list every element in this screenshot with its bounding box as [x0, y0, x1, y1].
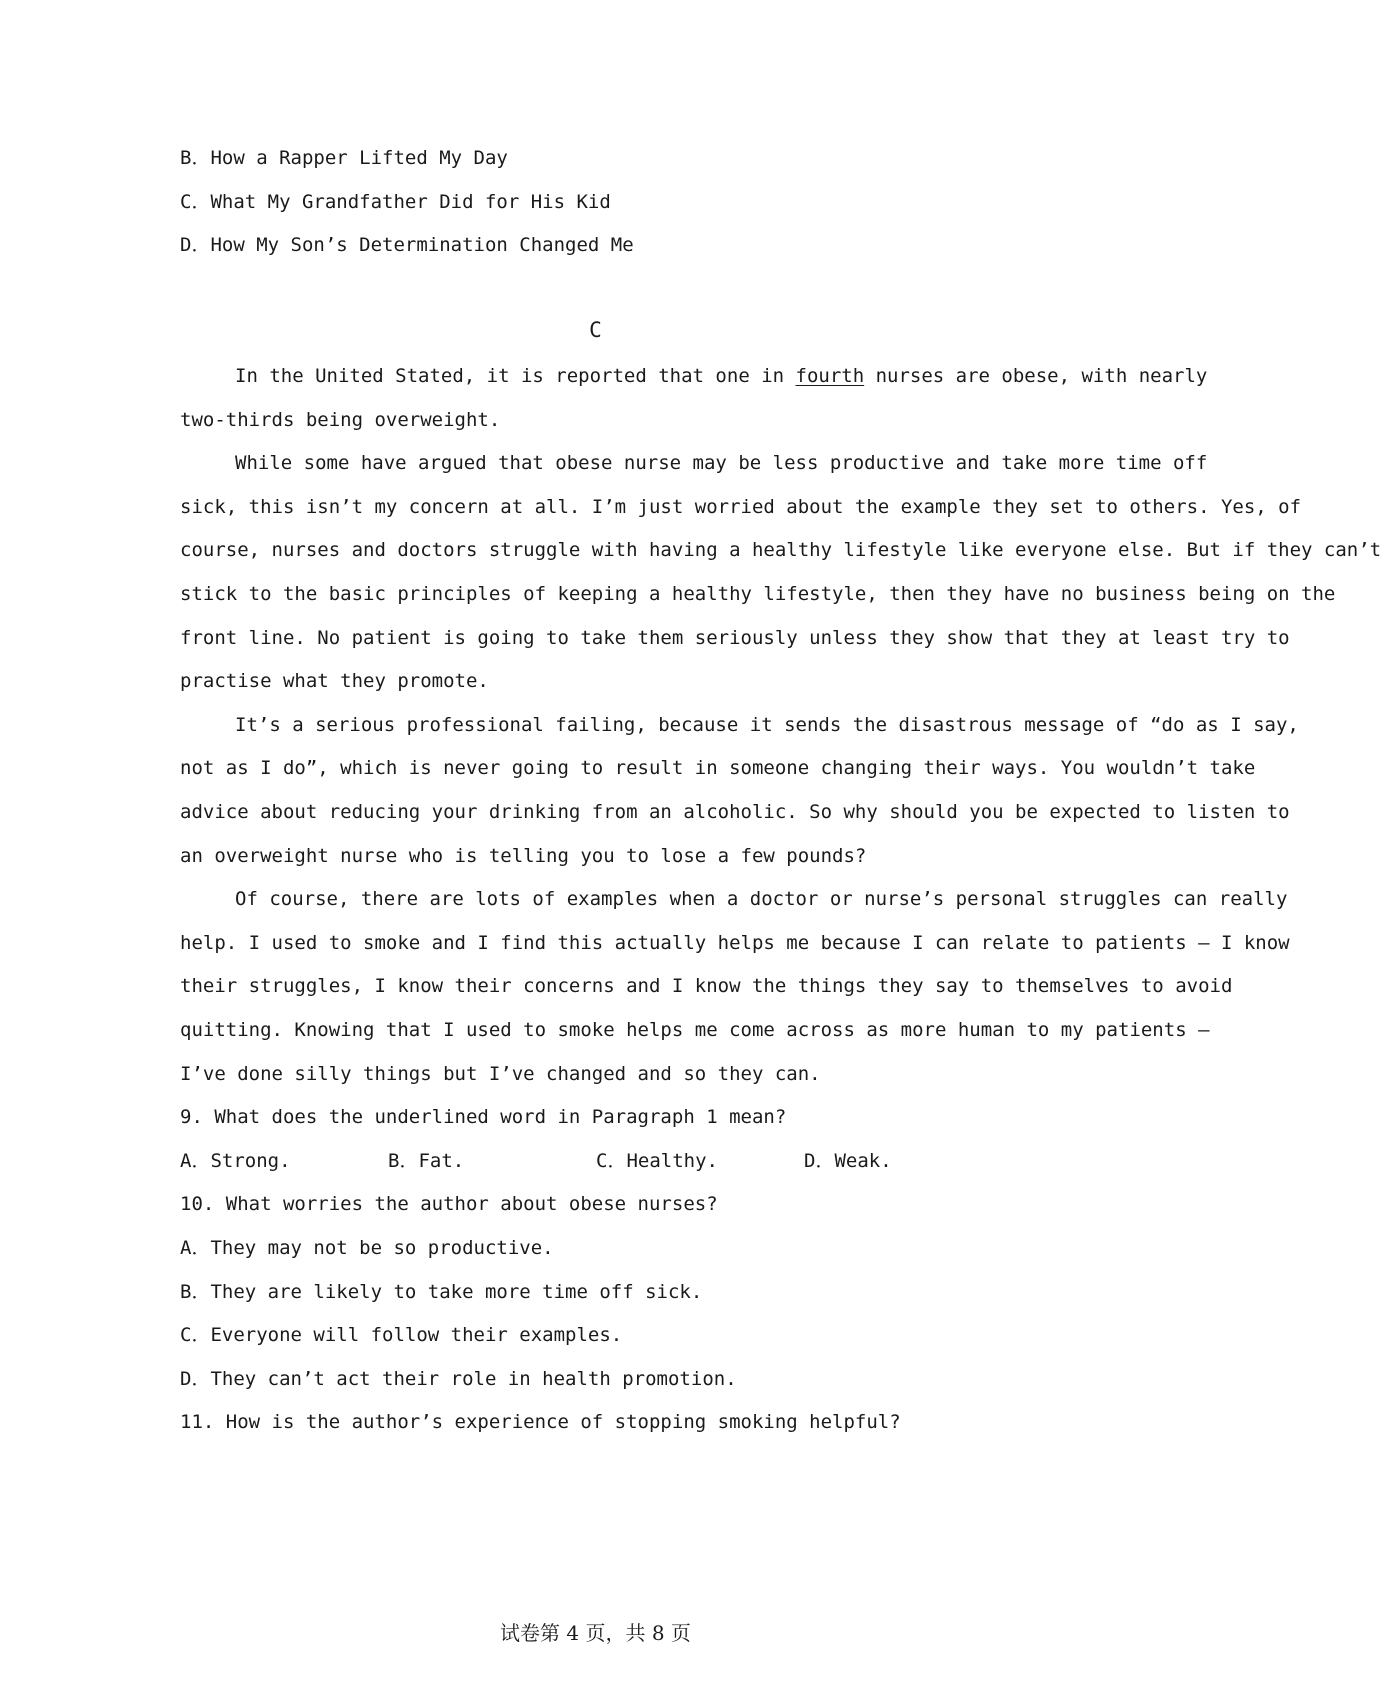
passage-p3-line1: It’s a serious professional failing, because it sends the disastrous message of “do as I say,: [235, 714, 1299, 736]
question-9-options: [180, 1149, 1012, 1173]
passage-p4-line2: help. I used to smoke and I find this actually helps me because I can relate to patients — I know: [180, 932, 1290, 954]
passage-p1-line1: [235, 364, 1207, 388]
passage-p2-line3: course, nurses and doctors struggle with having a healthy lifestyle like everyone else. But if they can’t: [180, 539, 1381, 561]
option-a: A．Strong.: [180, 1150, 291, 1172]
passage-p1-line2: two-thirds being overweight.: [180, 409, 501, 431]
section-heading: C: [589, 318, 602, 342]
option-d: D．Weak.: [804, 1150, 892, 1172]
passage-text: nurses are obese, with nearly: [864, 365, 1208, 387]
question-10: 10. What worries the author about obese nurses?: [180, 1193, 718, 1215]
passage-p4-line3: their struggles, I know their concerns and I know the things they say to themselves to avoid: [180, 975, 1233, 997]
option-b: B．Fat.: [388, 1150, 465, 1172]
prev-option-c: C．What My Grandfather Did for His Kid: [180, 191, 611, 213]
underlined-word: fourth: [795, 365, 865, 387]
question-10-option-d: D．They can’t act their role in health promotion.: [180, 1368, 737, 1390]
passage-p4-line5: I’ve done silly things but I’ve changed and so they can.: [180, 1063, 821, 1085]
passage-p2-line1: While some have argued that obese nurse may be less productive and take more time off: [235, 452, 1208, 474]
question-9: 9. What does the underlined word in Paragraph 1 mean?: [180, 1106, 787, 1128]
option-c: C．Healthy.: [596, 1150, 718, 1172]
passage-p3-line3: advice about reducing your drinking from an alcoholic. So why should you be expected to listen to: [180, 801, 1290, 823]
question-10-option-c: C．Everyone will follow their examples.: [180, 1324, 623, 1346]
question-10-option-a: A．They may not be so productive.: [180, 1237, 554, 1259]
passage-p3-line4: an overweight nurse who is telling you to lose a few pounds?: [180, 845, 867, 867]
question-10-option-b: B．They are likely to take more time off sick.: [180, 1281, 703, 1303]
passage-p3-line2: not as I do”, which is never going to result in someone changing their ways. You wouldn’t take: [180, 757, 1256, 779]
question-11: 11. How is the author’s experience of stopping smoking helpful?: [180, 1411, 901, 1433]
passage-p2-line6: practise what they promote.: [180, 670, 489, 692]
passage-p4-line1: Of course, there are lots of examples when a doctor or nurse’s personal struggles can really: [235, 888, 1288, 910]
prev-option-b: B．How a Rapper Lifted My Day: [180, 147, 508, 169]
passage-p4-line4: quitting. Knowing that I used to smoke helps me come across as more human to my patients —: [180, 1019, 1210, 1041]
passage-p2-line2: sick, this isn’t my concern at all. I’m just worried about the example they set to others. Yes, of: [180, 496, 1302, 518]
page-footer: 试卷第 4 页，共 8 页: [500, 1621, 691, 1645]
prev-option-d: D．How My Son’s Determination Changed Me: [180, 234, 634, 256]
passage-text: In the United Stated, it is reported that one in: [235, 365, 796, 387]
passage-p2-line5: front line. No patient is going to take them seriously unless they show that they at least try to: [180, 627, 1290, 649]
passage-p2-line4: stick to the basic principles of keeping a healthy lifestyle, then they have no business being on the: [180, 583, 1336, 605]
